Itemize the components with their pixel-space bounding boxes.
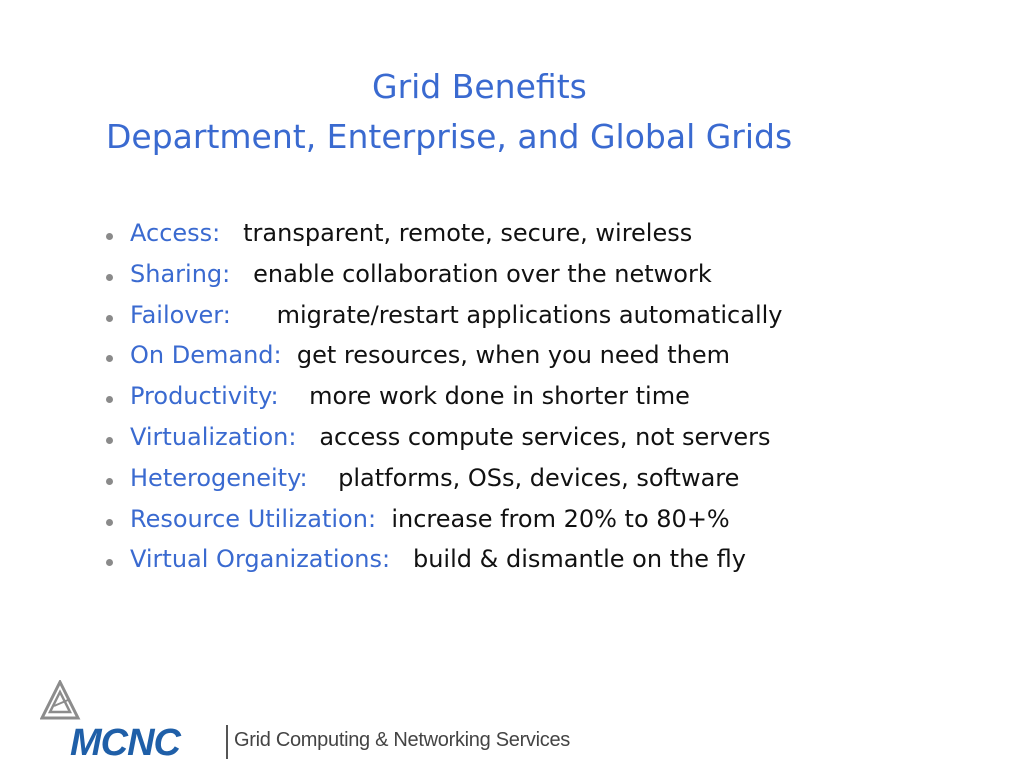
logo-divider [226,725,228,759]
list-item [102,343,783,384]
logo-wordmark: MCNC [70,722,180,764]
bullet-term: Failover: [130,300,231,329]
bullet-dot-icon [106,559,113,566]
bullet-dot-icon [106,437,113,444]
bullet-description: platforms, OSs, devices, software [338,463,740,492]
slide-title: Grid Benefits [372,67,587,106]
bullet-dot-icon [106,519,113,526]
mcnc-logo [40,680,580,764]
list-item [102,504,783,548]
mcnc-triangle-logo-icon [40,680,88,724]
bullet-dot-icon [106,478,113,485]
bullet-description: build & dismantle on the fly [412,545,746,574]
bullet-term: Productivity: [130,382,279,411]
benefits-list [102,221,783,588]
list-item [102,384,783,425]
bullet-dot-icon [106,396,113,403]
bullet-term: Resource Utilization: [130,504,377,533]
bullet-dot-icon [106,315,113,322]
bullet-description: migrate/restart applications automatically [276,300,783,329]
bullet-term: Virtual Organizations: [130,545,391,574]
list-item [102,422,783,466]
bullet-term: On Demand: [130,341,282,370]
list-item [102,463,783,507]
list-item [102,300,783,344]
bullet-term: Sharing: [130,259,231,288]
bullet-dot-icon [106,233,113,240]
bullet-description: increase from 20% to 80+% [391,504,730,533]
list-item [102,221,783,262]
bullet-term: Access: [130,219,221,247]
bullet-dot-icon [106,274,113,281]
list-item [102,547,783,588]
bullet-description: get resources, when you need them [296,341,731,370]
bullet-term: Heterogeneity: [130,463,308,492]
bullet-term: Virtualization: [130,422,297,451]
bullet-description: more work done in shorter time [309,382,690,411]
bullet-description: enable collaboration over the network [253,259,712,288]
bullet-dot-icon [106,355,113,362]
slide-subtitle: Department, Enterprise, and Global Grids [106,117,793,156]
bullet-description: transparent, remote, secure, wireless [243,219,693,247]
logo-tagline: Grid Computing & Networking Services [234,729,570,751]
list-item [102,259,783,303]
bullet-description: access compute services, not servers [319,422,771,451]
